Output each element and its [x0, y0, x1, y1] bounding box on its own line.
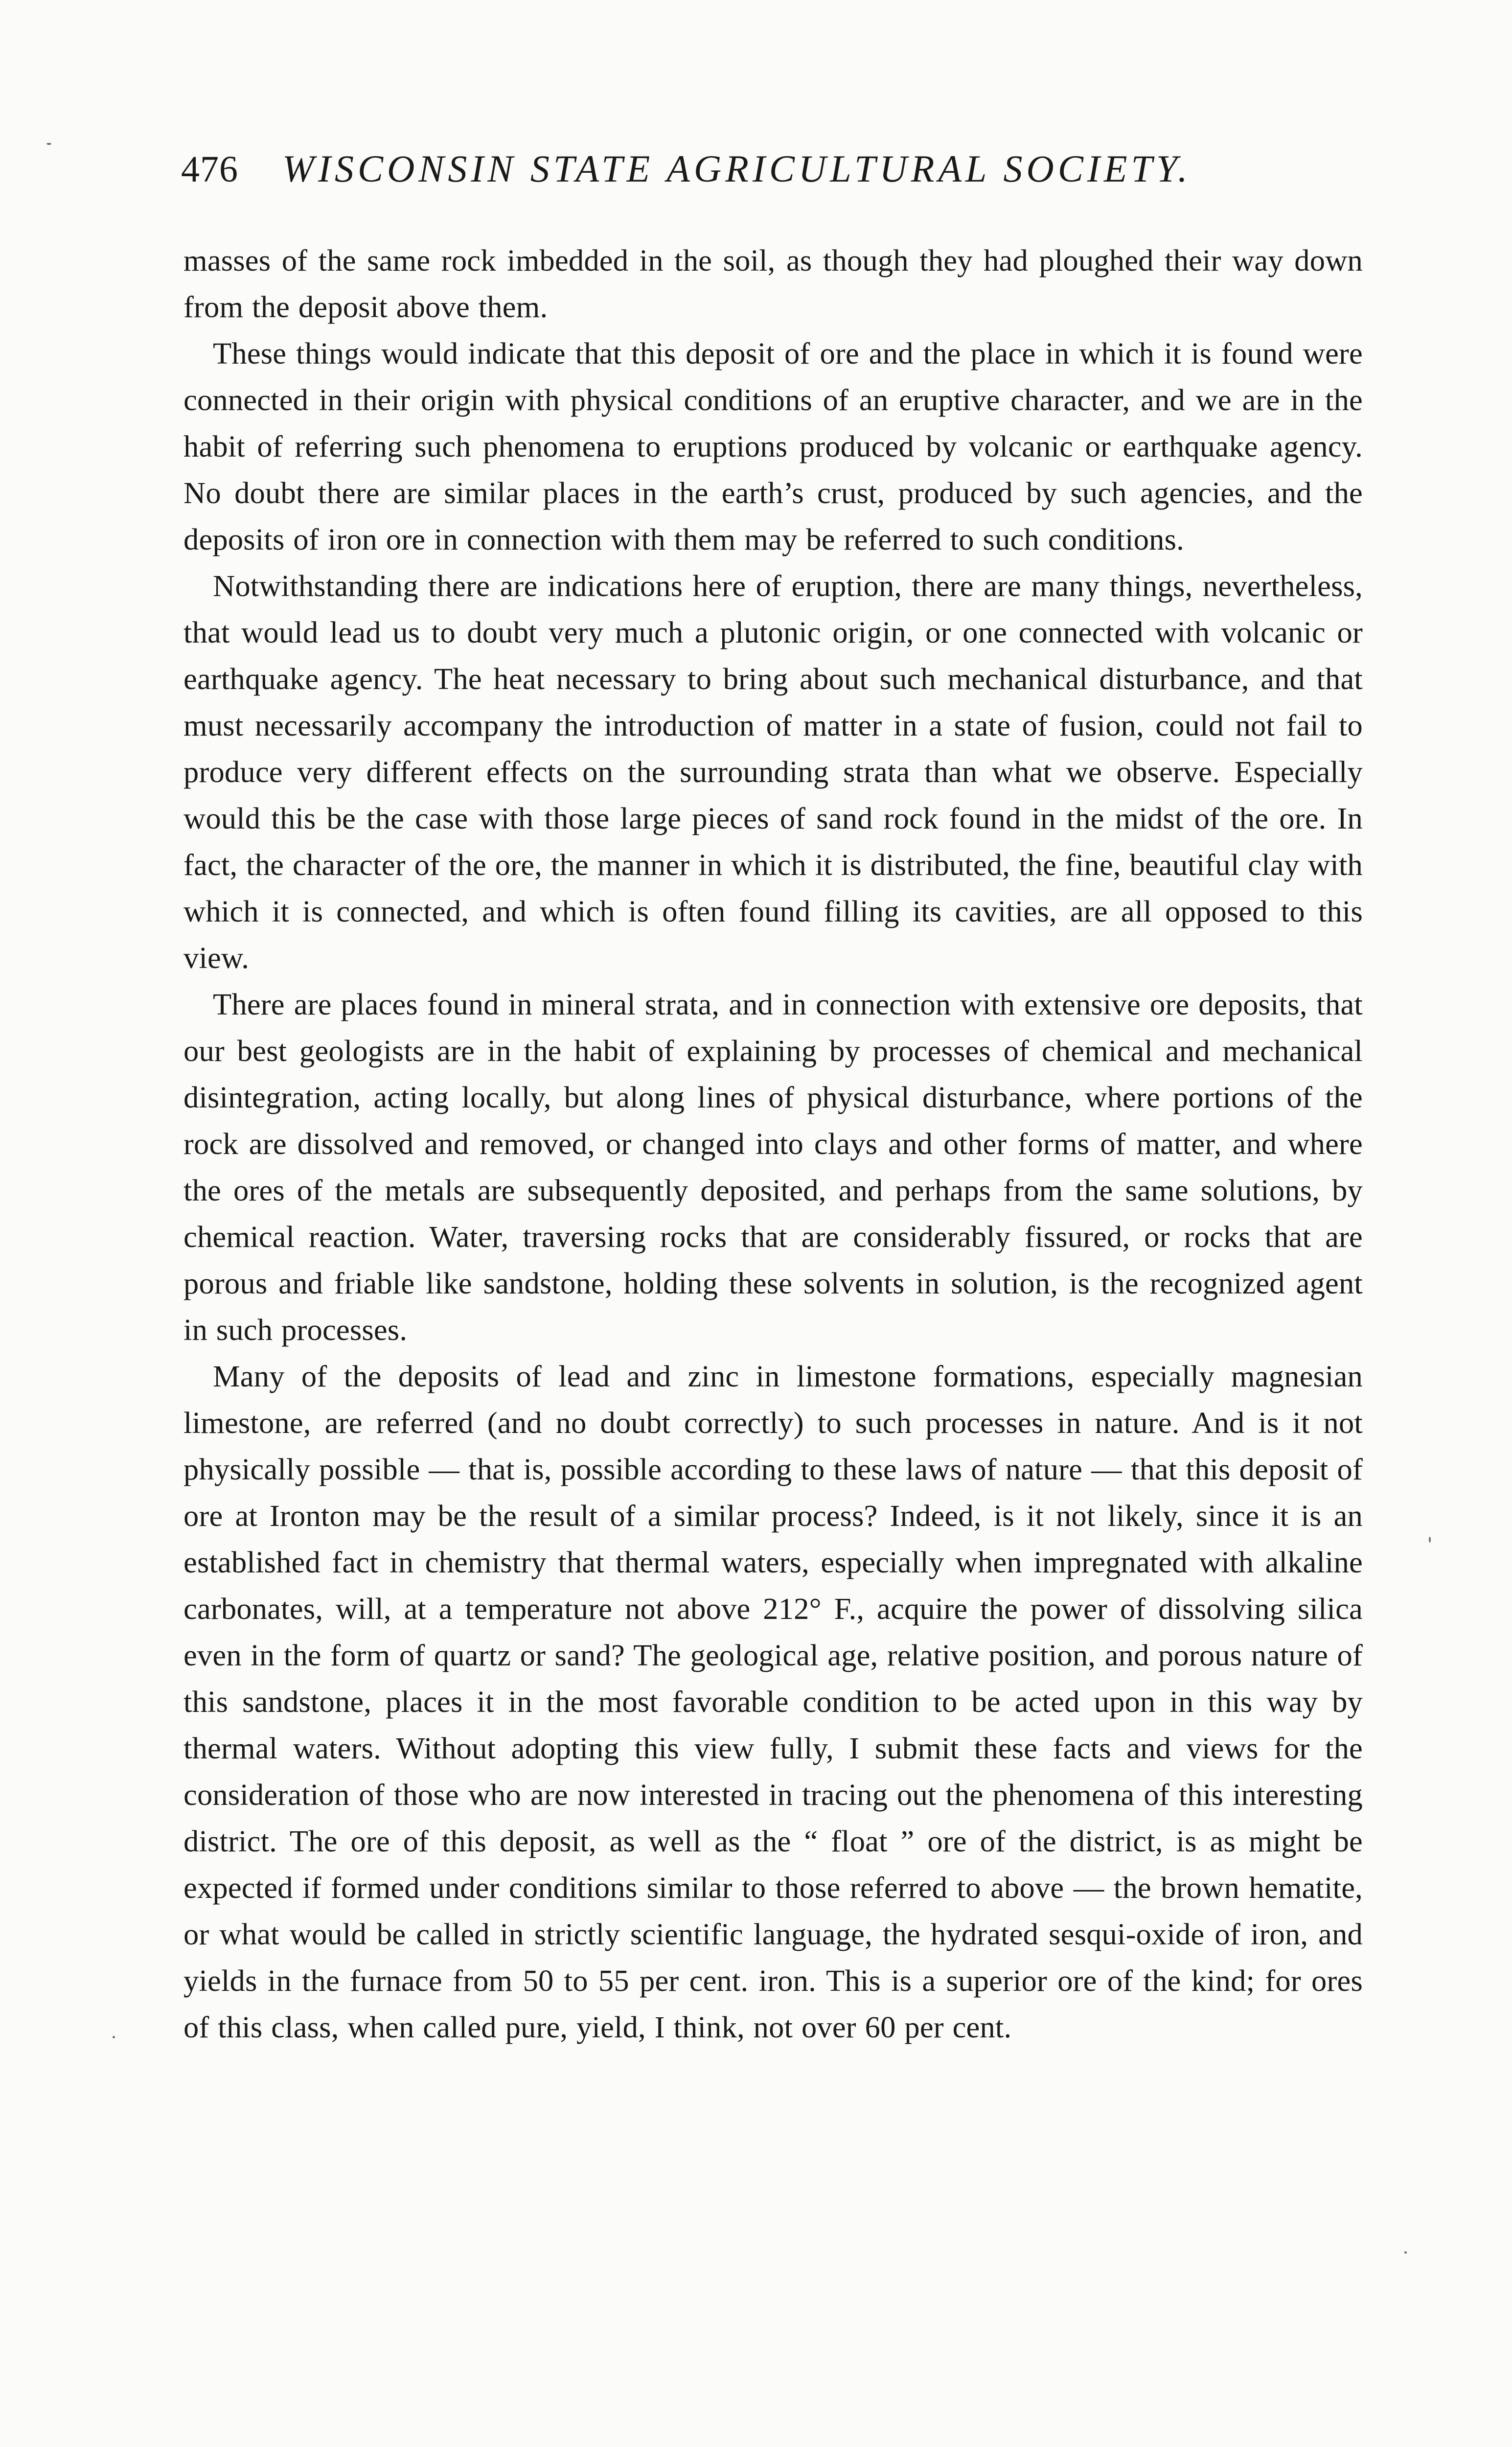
- page-number: 476: [181, 149, 238, 190]
- paragraph-continuation: masses of the same rock imbedded in the soil, as though they had ploughed their way down from the deposit above them.: [183, 243, 1363, 324]
- print-speck: [46, 143, 51, 145]
- body-text: [183, 237, 1363, 2051]
- paragraph-chemical-disintegration: There are places found in mineral strata, and in connection with extensive ore deposits, that our best geologists are in the habit of explaining by processes of chemical and mechanical disintegration, acting locally, but along lines of physical disturbance, where portions of the rock are dissolved and removed, or changed into clays and other forms of matter, and where the ores of the metals are subsequently deposited, and perhaps from the same solutions, by chemical reaction. Water, traversing rocks that are considerably fissured, or rocks that are porous and friable like sandstone, holding these solvents in solution, is the recognized agent in such processes.: [183, 987, 1363, 1347]
- paragraph-thermal-waters: Many of the deposits of lead and zinc in limestone formations, especially magnesian limestone, are referred (and no doubt correctly) to such processes in nature. And is it not physically possible — that is, possible according to these laws of nature — that this deposit of ore at Ironton may be the result of a similar process? Indeed, is it not likely, since it is an established fact in chemistry that thermal waters, especially when impregnated with alkaline carbonates, will, at a temperature not above 212° F., acquire the power of dissolving silica even in the form of quartz or sand? The geological age, relative position, and porous nature of this sandstone, places it in the most favorable condition to be acted upon in this way by thermal waters. Without adopting this view fully, I submit these facts and views for the consideration of those who are now interested in tracing out the phenomena of this interesting district. The ore of this deposit, as well as the “ float ” ore of the district, is as might be expected if formed under conditions similar to those referred to above — the brown hematite, or what would be called in strictly scientific language, the hydrated sesqui-oxide of iron, and yields in the furnace from 50 to 55 per cent. iron. This is a superior ore of the kind; for ores of this class, when called pure, yield, I think, not over 60 per cent.: [183, 1359, 1363, 2044]
- paragraph-plutonic-origin: Notwithstanding there are indications here of eruption, there are many things, nevertheless, that would lead us to doubt very much a plutonic origin, or one connected with volcanic or earthquake agency. The heat necessary to bring about such mechanical disturbance, and that must necessarily accompany the introduction of matter in a state of fusion, could not fail to produce very different effects on the surrounding strata than what we observe. Especially would this be the case with those large pieces of sand rock found in the midst of the ore. In fact, the character of the ore, the manner in which it is distributed, the fine, beautiful clay with which it is connected, and which is often found filling its cavities, are all opposed to this view.: [183, 569, 1363, 975]
- print-speck: [1429, 1537, 1431, 1543]
- running-head: WISCONSIN STATE AGRICULTURAL SOCIETY.: [282, 147, 1191, 190]
- print-speck: [113, 2036, 115, 2038]
- paragraph-eruptive-character: These things would indicate that this deposit of ore and the place in which it is found were connected in their origin with physical conditions of an eruptive character, and we are in the habit of referring such phenomena to eruptions produced by volcanic or earthquake agency. No doubt there are similar places in the earth’s crust, produced by such agencies, and the deposits of iron ore in connection with them may be referred to such conditions.: [183, 336, 1363, 556]
- print-speck: [1404, 2251, 1407, 2254]
- page-header: [181, 147, 1355, 201]
